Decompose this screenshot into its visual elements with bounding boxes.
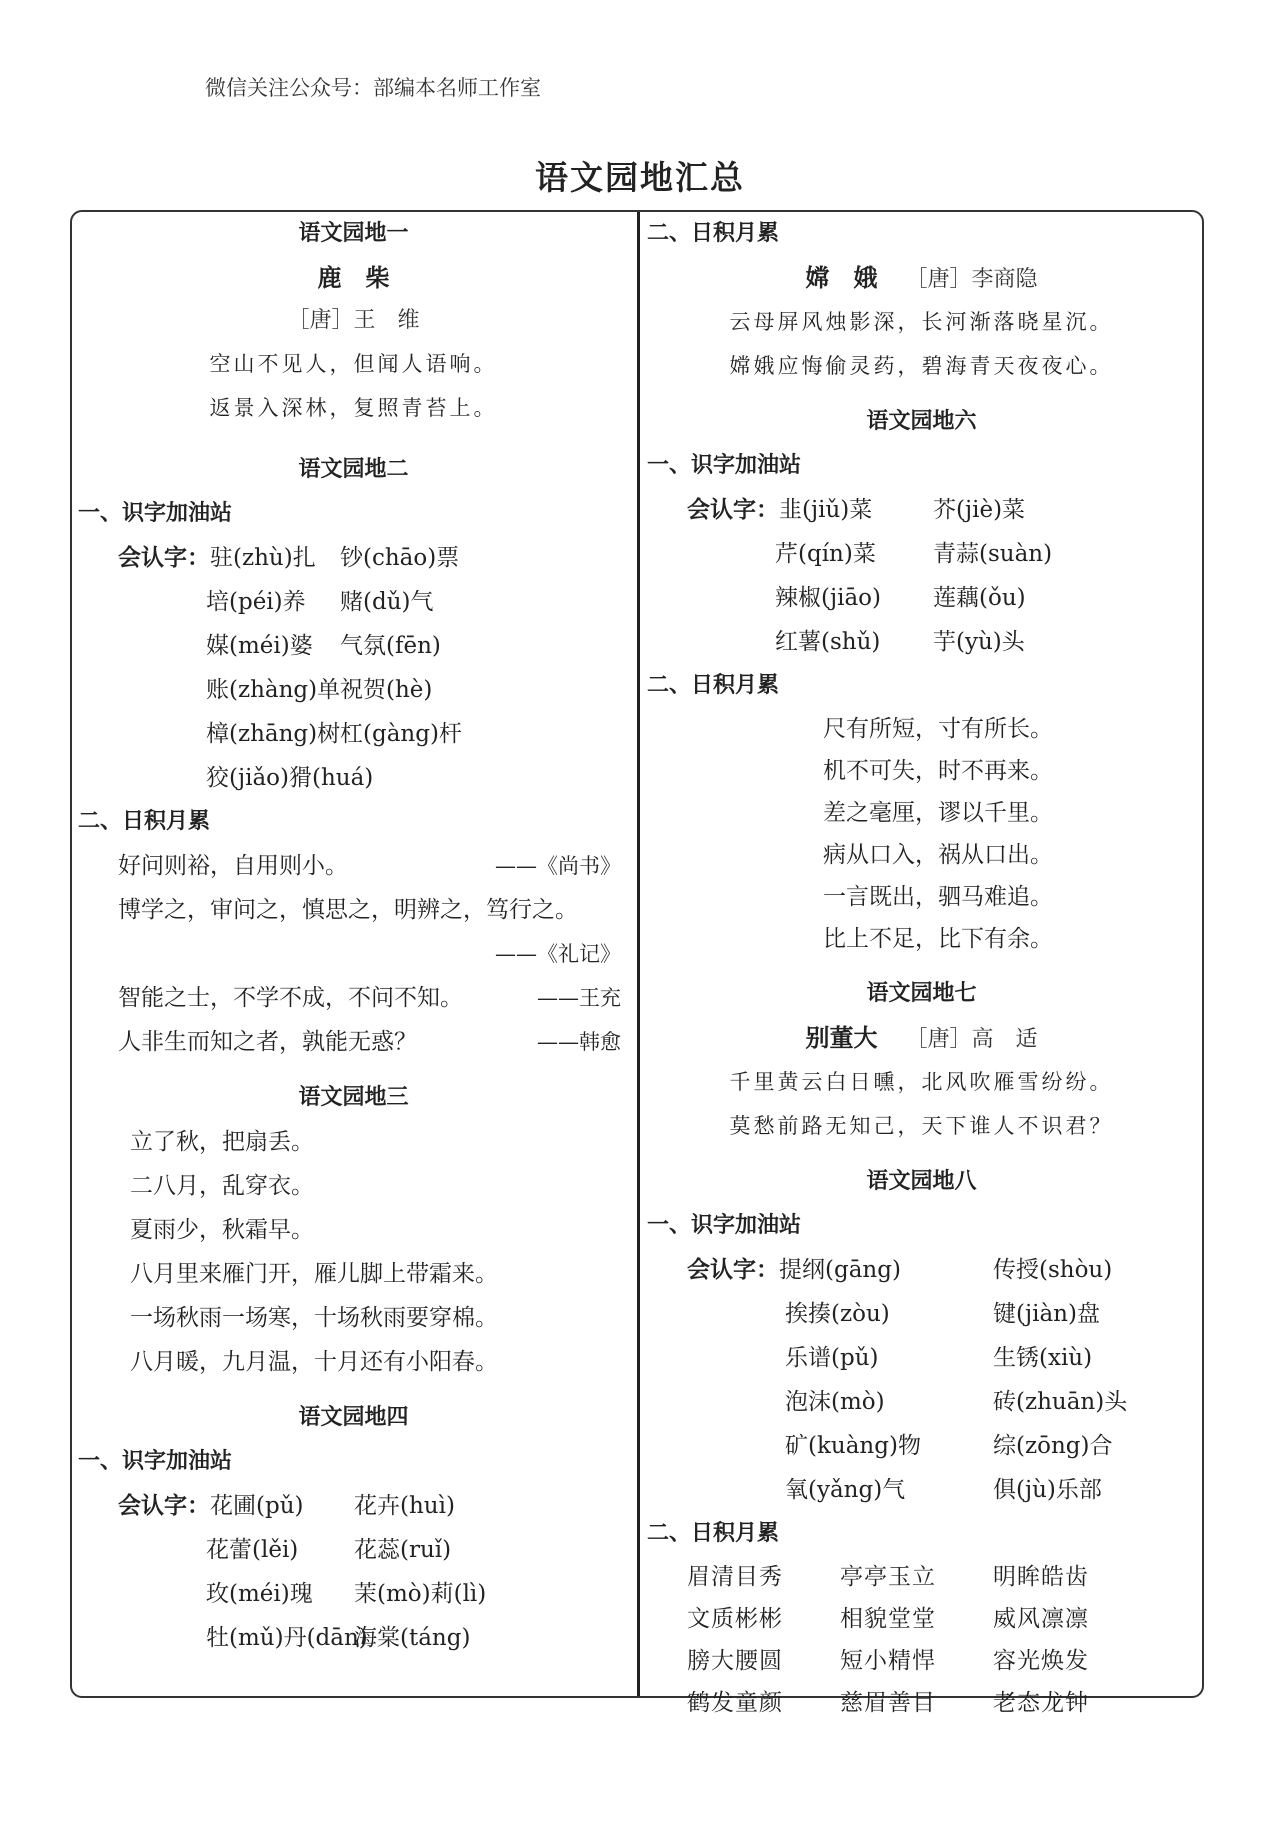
idiom-item: 文质彬彬 bbox=[687, 1606, 783, 1632]
saying-line: 一言既出，驷马难追。 bbox=[823, 884, 1053, 910]
char-item: 花蕊(ruǐ) bbox=[354, 1537, 452, 1563]
poem-author-biedongda: ［唐］高 适 bbox=[905, 1027, 1038, 1052]
saying-line: 差之毫厘，谬以千里。 bbox=[823, 800, 1053, 826]
subhead-accumulation: 二、日积月累 bbox=[647, 673, 780, 698]
poem-author-change: ［唐］李商隐 bbox=[905, 267, 1038, 292]
char-item: 祝贺(hè) bbox=[340, 677, 433, 703]
idiom-grid bbox=[641, 1556, 1202, 1724]
idiom-item: 眉清目秀 bbox=[687, 1564, 783, 1590]
idiom-item: 相貌堂堂 bbox=[840, 1606, 936, 1632]
char-grid-2 bbox=[72, 536, 635, 800]
saying-source: ——《尚书》 bbox=[495, 854, 621, 878]
char-item: 媒(méi)婆 bbox=[206, 633, 313, 659]
idiom-item: 容光焕发 bbox=[993, 1648, 1089, 1674]
char-item: 账(zhàng)单 bbox=[206, 677, 341, 703]
char-item: 花卉(huì) bbox=[354, 1493, 455, 1519]
saying-line: 机不可失，时不再来。 bbox=[823, 758, 1053, 784]
label-huirenzi: 会认字： bbox=[118, 545, 210, 571]
char-item: 狡(jiǎo)猾(huá) bbox=[206, 765, 374, 791]
poem-line: 嫦娥应悔偷灵药，碧海青天夜夜心。 bbox=[729, 354, 1114, 378]
label-huirenzi: 会认字： bbox=[687, 497, 779, 523]
subhead-accumulation: 二、日积月累 bbox=[647, 221, 780, 246]
header-note: 微信关注公众号：部编本名师工作室 bbox=[205, 76, 541, 100]
poem-title-text: 嫦 娥 bbox=[805, 264, 878, 292]
char-item bbox=[118, 536, 340, 580]
char-item: 赌(dǔ)气 bbox=[340, 589, 434, 615]
char-text: 韭(jiǔ)菜 bbox=[779, 497, 873, 523]
char-item: 芥(jiè)菜 bbox=[933, 497, 1026, 523]
poem-line: 莫愁前路无知己，天下谁人不识君？ bbox=[729, 1114, 1114, 1138]
idiom-item: 明眸皓齿 bbox=[993, 1564, 1089, 1590]
poem-title-text: 别董大 bbox=[805, 1024, 878, 1052]
column-divider bbox=[637, 212, 640, 1696]
char-item: 红薯(shǔ) bbox=[775, 629, 881, 655]
char-grid-8 bbox=[641, 1248, 1202, 1512]
page-title: 语文园地汇总 bbox=[535, 158, 745, 197]
subhead-literacy: 一、识字加油站 bbox=[78, 1449, 233, 1474]
char-item: 培(péi)养 bbox=[206, 589, 306, 615]
section-title-6: 语文园地六 bbox=[866, 409, 977, 434]
proverb-line: 八月里来雁门开，雁儿脚上带霜来。 bbox=[130, 1261, 498, 1287]
char-item: 综(zōng)合 bbox=[993, 1433, 1113, 1459]
char-item: 茉(mò)莉(lì) bbox=[354, 1581, 487, 1607]
char-text: 驻(zhù)扎 bbox=[210, 545, 316, 571]
subhead-accumulation: 二、日积月累 bbox=[647, 1521, 780, 1546]
char-item: 芋(yù)头 bbox=[933, 629, 1025, 655]
char-item: 砖(zhuān)头 bbox=[993, 1389, 1128, 1415]
section-title-4: 语文园地四 bbox=[298, 1405, 409, 1430]
section-title-7: 语文园地七 bbox=[866, 981, 977, 1006]
proverb-line: 立了秋，把扇丢。 bbox=[130, 1129, 314, 1155]
subhead-literacy: 一、识字加油站 bbox=[647, 1213, 802, 1238]
saying-source: ——王充 bbox=[537, 986, 621, 1010]
char-item: 杠(gàng)杆 bbox=[340, 721, 462, 747]
char-grid-4 bbox=[72, 1484, 635, 1660]
char-item: 氧(yǎng)气 bbox=[785, 1477, 906, 1503]
section-title-2: 语文园地二 bbox=[298, 457, 409, 482]
char-item: 莲藕(ǒu) bbox=[933, 585, 1026, 611]
saying-row bbox=[72, 1020, 635, 1064]
poem-line: 云母屏风烛影深，长河渐落晓星沉。 bbox=[729, 310, 1114, 334]
char-grid-6 bbox=[641, 488, 1202, 664]
section-title-1: 语文园地一 bbox=[298, 221, 409, 246]
subhead-literacy: 一、识字加油站 bbox=[647, 453, 802, 478]
char-item: 俱(jù)乐部 bbox=[993, 1477, 1102, 1503]
section-title-8: 语文园地八 bbox=[866, 1169, 977, 1194]
saying-row bbox=[72, 888, 635, 932]
left-column bbox=[72, 212, 635, 1660]
idiom-item: 膀大腰圆 bbox=[687, 1648, 783, 1674]
char-item: 生锈(xiù) bbox=[993, 1345, 1093, 1371]
char-item: 气氛(fēn) bbox=[340, 633, 441, 659]
char-item: 传授(shòu) bbox=[993, 1257, 1113, 1283]
saying-line: 比上不足，比下有余。 bbox=[823, 926, 1053, 952]
char-item bbox=[687, 488, 933, 532]
saying-source: ——韩愈 bbox=[537, 1030, 621, 1054]
poem-title-biedongda bbox=[641, 1016, 1202, 1060]
char-item: 玫(méi)瑰 bbox=[206, 1581, 313, 1607]
poem-line: 返景入深林，复照青苔上。 bbox=[209, 396, 498, 420]
poem-line: 空山不见人，但闻人语响。 bbox=[209, 352, 498, 376]
char-item bbox=[687, 1248, 993, 1292]
char-item: 牡(mǔ)丹(dān) bbox=[206, 1625, 368, 1651]
saying-line: 尺有所短，寸有所长。 bbox=[823, 716, 1053, 742]
char-item: 泡沫(mò) bbox=[785, 1389, 885, 1415]
char-text: 花圃(pǔ) bbox=[210, 1493, 304, 1519]
subhead-literacy: 一、识字加油站 bbox=[78, 501, 233, 526]
idiom-item: 慈眉善目 bbox=[840, 1690, 936, 1716]
subhead-accumulation: 二、日积月累 bbox=[78, 809, 211, 834]
char-item: 青蒜(suàn) bbox=[933, 541, 1053, 567]
proverb-line: 夏雨少，秋霜早。 bbox=[130, 1217, 314, 1243]
char-item: 钞(chāo)票 bbox=[340, 545, 460, 571]
poem-author-luzhai: ［唐］王 维 bbox=[287, 308, 420, 333]
char-item: 挨揍(zòu) bbox=[785, 1301, 890, 1327]
char-item: 芹(qín)菜 bbox=[775, 541, 876, 567]
idiom-item: 鹤发童颜 bbox=[687, 1690, 783, 1716]
right-column bbox=[641, 212, 1202, 1724]
char-item: 辣椒(jiāo) bbox=[775, 585, 881, 611]
idiom-item: 老态龙钟 bbox=[993, 1690, 1089, 1716]
char-item: 海棠(táng) bbox=[354, 1625, 471, 1651]
char-item: 矿(kuàng)物 bbox=[785, 1433, 921, 1459]
proverb-line: 二八月，乱穿衣。 bbox=[130, 1173, 314, 1199]
proverb-line: 一场秋雨一场寒，十场秋雨要穿棉。 bbox=[130, 1305, 498, 1331]
saying-source: ——《礼记》 bbox=[495, 942, 621, 966]
idiom-item: 短小精悍 bbox=[840, 1648, 936, 1674]
idiom-item: 威风凛凛 bbox=[993, 1606, 1089, 1632]
char-item: 乐谱(pǔ) bbox=[785, 1345, 879, 1371]
saying-row bbox=[72, 844, 635, 888]
poem-title-change bbox=[641, 256, 1202, 300]
proverb-line: 八月暖，九月温，十月还有小阳春。 bbox=[130, 1349, 498, 1375]
char-item: 樟(zhāng)树 bbox=[206, 721, 341, 747]
saying-text: 博学之，审问之，慎思之，明辨之，笃行之。 bbox=[118, 897, 578, 923]
section-title-3: 语文园地三 bbox=[298, 1085, 409, 1110]
saying-source-row bbox=[72, 932, 635, 976]
saying-row bbox=[72, 976, 635, 1020]
saying-text: 智能之士，不学不成，不问不知。 bbox=[118, 985, 463, 1011]
poem-line: 千里黄云白日曛，北风吹雁雪纷纷。 bbox=[729, 1070, 1114, 1094]
poem-title-luzhai: 鹿 柴 bbox=[317, 264, 390, 292]
idiom-item: 亭亭玉立 bbox=[840, 1564, 936, 1590]
char-item bbox=[118, 1484, 354, 1528]
label-huirenzi: 会认字： bbox=[118, 1493, 210, 1519]
saying-text: 好问则裕，自用则小。 bbox=[118, 853, 348, 879]
label-huirenzi: 会认字： bbox=[687, 1257, 779, 1283]
char-item: 键(jiàn)盘 bbox=[993, 1301, 1100, 1327]
saying-line: 病从口入，祸从口出。 bbox=[823, 842, 1053, 868]
saying-text: 人非生而知之者，孰能无惑？ bbox=[118, 1029, 417, 1055]
char-item: 花蕾(lěi) bbox=[206, 1537, 299, 1563]
char-text: 提纲(gāng) bbox=[779, 1257, 901, 1283]
